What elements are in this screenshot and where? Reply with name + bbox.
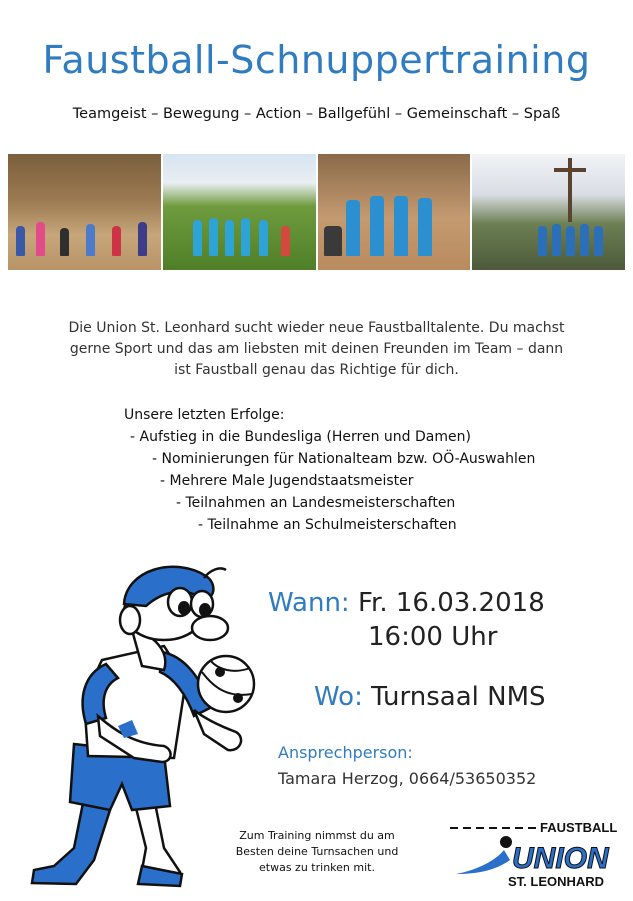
contact-label: Ansprechperson: bbox=[278, 743, 413, 762]
where-line bbox=[314, 682, 546, 712]
success-item: - Teilnahmen an Landesmeisterschaften bbox=[176, 495, 456, 511]
photo-mountain-cross bbox=[472, 154, 625, 270]
where-value: Turnsaal NMS bbox=[371, 682, 546, 712]
success-list bbox=[124, 404, 604, 536]
success-item: - Aufstieg in die Bundesliga (Herren und Damen) bbox=[130, 429, 471, 445]
logo-top-text: FAUSTBALL bbox=[540, 820, 618, 835]
photo-team-medals bbox=[318, 154, 471, 270]
photo-field-group bbox=[163, 154, 316, 270]
success-item: - Mehrere Male Jugendstaatsmeister bbox=[160, 473, 414, 489]
when-line bbox=[268, 586, 545, 620]
poster-title: Faustball-Schnuppertraining bbox=[42, 38, 591, 82]
contact-block bbox=[278, 740, 536, 792]
logo-bottom-text: ST. LEONHARD bbox=[508, 874, 605, 889]
when-label: Wann: bbox=[268, 588, 350, 618]
logo-union-text: UNION bbox=[512, 842, 609, 875]
intro-text: Die Union St. Leonhard sucht wieder neue Faustballtalente. Du machst gerne Sport und das am liebsten mit deinen Freunden im Team – dann ist Faustball genau das Richtige für dich. bbox=[68, 320, 565, 378]
when-time: 16:00 Uhr bbox=[368, 622, 498, 652]
where-label: Wo: bbox=[314, 682, 363, 712]
photo-gym-training bbox=[8, 154, 161, 270]
success-item: - Teilnahme an Schulmeisterschaften bbox=[198, 517, 457, 533]
success-item: - Nominierungen für Nationalteam bzw. OÖ-Auswahlen bbox=[152, 451, 536, 467]
union-logo bbox=[448, 812, 618, 892]
success-heading: Unsere letzten Erfolge: bbox=[124, 407, 285, 423]
contact-value: Tamara Herzog, 0664/53650352 bbox=[278, 769, 537, 788]
bring-note: Zum Training nimmst du am Besten deine Turnsachen und etwas zu trinken mit. bbox=[235, 829, 399, 874]
poster-tagline: Teamgeist – Bewegung – Action – Ballgefühl – Gemeinschaft – Spaß bbox=[72, 106, 561, 122]
photo-strip bbox=[8, 154, 625, 270]
when-date: Fr. 16.03.2018 bbox=[357, 588, 545, 618]
